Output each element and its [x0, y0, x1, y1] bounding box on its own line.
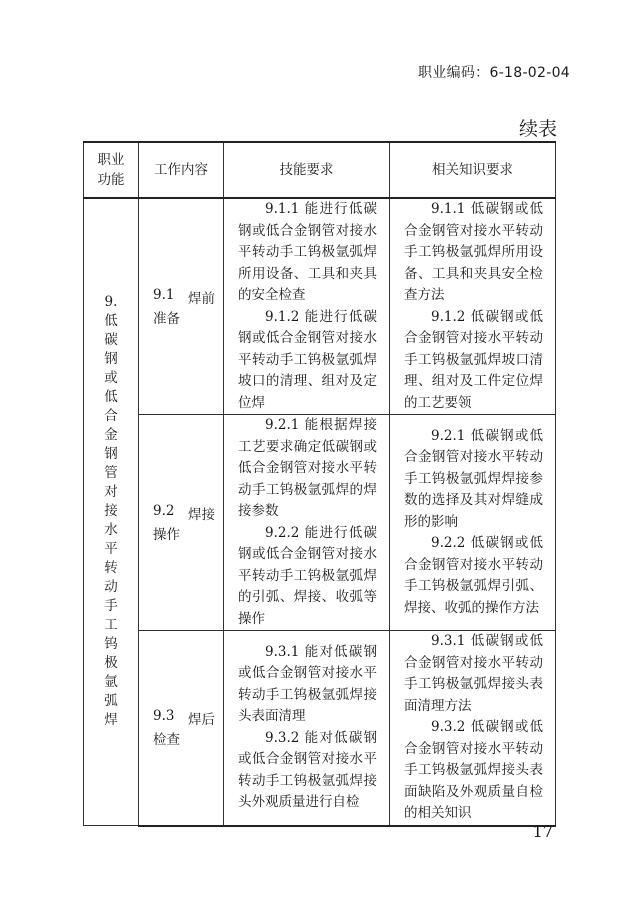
knowledge-item: 9.2.2 低碳钢或低合金钢管对接水平转动手工钨极氩弧焊引弧、焊接、收弧的操作方法 [404, 535, 543, 616]
header-function: 职业功能 [84, 142, 139, 198]
work-title: 准备 [153, 310, 180, 327]
header-skills: 技能要求 [224, 142, 390, 198]
header-knowledge: 相关知识要求 [390, 142, 556, 198]
work-number: 9.1 [153, 286, 175, 303]
table-row [84, 198, 556, 415]
skills-cell [224, 631, 390, 826]
skill-item: 9.3.2 能对低碳钢或低合金钢管对接水平转动手工钨极氩弧焊接头外观质量进行自检 [238, 729, 377, 811]
skill-item: 9.1.1 能进行低碳钢或低合金钢管对接水平转动手工钨极氩弧焊所用设备、工具和夹具的安全检查 [238, 201, 377, 303]
skill-item: 9.2.2 能进行低碳钢或低合金钢管对接水平转动手工钨极氩弧焊的引弧、焊接、收弧等操作 [238, 524, 377, 627]
function-number: 9. [104, 294, 118, 310]
work-title: 焊接 [188, 506, 215, 523]
knowledge-cell [390, 415, 556, 631]
standards-table [83, 141, 556, 827]
work-title: 检查 [153, 731, 180, 748]
table-row [84, 631, 556, 826]
occupation-code: 职业编码：6-18-02-04 [417, 65, 570, 81]
work-number: 9.3 [153, 707, 175, 724]
work-content-cell [139, 198, 224, 415]
knowledge-item: 9.2.1 低碳钢或低合金钢管对接水平转动手工钨极氩弧焊焊接参数的选择及其对焊缝成形的影响 [404, 427, 543, 530]
skill-item: 9.2.1 能根据焊接工艺要求确定低碳钢或低合金钢管对接水平转动手工钨极氩弧焊的焊接参数 [238, 417, 377, 519]
knowledge-item: 9.1.2 低碳钢或低合金钢管对接水平转动手工钨极氩弧焊坡口清理、组对及工件定位焊的工艺要领 [404, 308, 543, 411]
work-title: 操作 [153, 526, 180, 543]
function-cell [84, 198, 139, 826]
knowledge-cell [390, 631, 556, 826]
page-number: 17 [532, 822, 553, 841]
skill-item: 9.3.1 能对低碳钢或低合金钢管对接水平转动手工钨极氩弧焊接头表面清理 [238, 643, 377, 725]
knowledge-item: 9.1.1 低碳钢或低合金钢管对接水平转动手工钨极氩弧焊所用设备、工具和夹具安全检查方法 [404, 201, 543, 303]
work-title: 焊前 [188, 290, 215, 307]
work-title: 焊后 [188, 711, 215, 728]
function-title: 低碳钢或低合金钢管对接水平转动手工钨极氩弧焊 [104, 313, 118, 728]
work-content-cell [139, 415, 224, 631]
knowledge-item: 9.3.2 低碳钢或低合金钢管对接水平转动手工钨极氩弧焊接头表面缺陷及外观质量自检的相关知识 [404, 719, 543, 821]
table-header-row [84, 142, 556, 198]
skill-item: 9.1.2 能进行低碳钢或低合金钢管对接水平转动手工钨极氩弧焊坡口的清理、组对及定位焊 [238, 308, 377, 411]
work-content-cell [139, 631, 224, 826]
skills-cell [224, 198, 390, 415]
continued-label: 续表 [518, 118, 557, 140]
knowledge-cell [390, 198, 556, 415]
header-work-content: 工作内容 [139, 142, 224, 198]
knowledge-item: 9.3.1 低碳钢或低合金钢管对接水平转动手工钨极氩弧焊接头表面清理方法 [404, 633, 543, 714]
table-row [84, 415, 556, 631]
skills-cell [224, 415, 390, 631]
work-number: 9.2 [153, 502, 175, 519]
